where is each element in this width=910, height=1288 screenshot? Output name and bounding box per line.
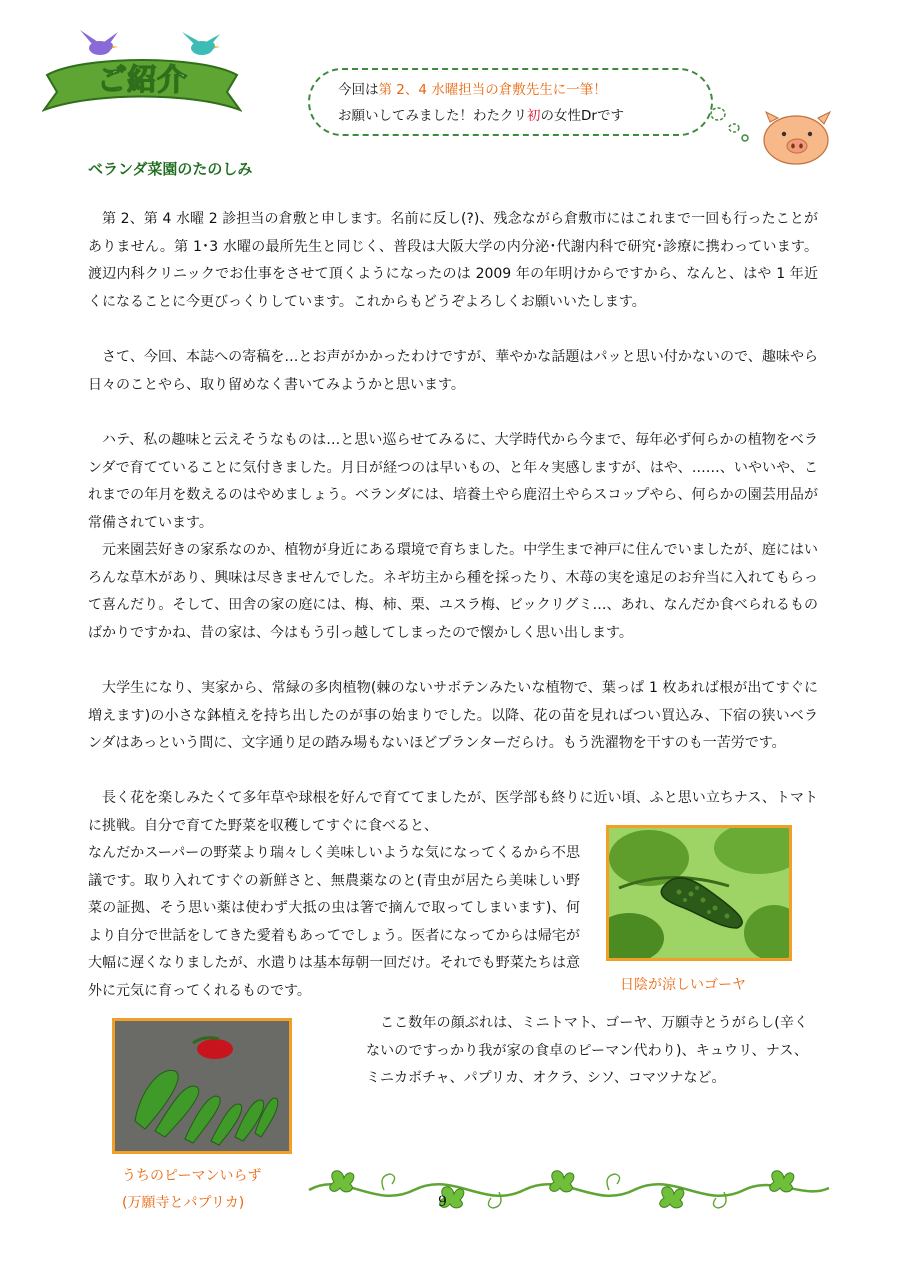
bubble-highlight: 第 2、4 水曜担当の倉敷先生に一筆！ [378, 82, 607, 98]
paragraph-intro: 第 2、第 4 水曜 2 診担当の倉敷と申します。名前に反し(?)、残念ながら倉敷市にはこれまで一回も行ったことがありません。第 1･3 水曜の最所先生と同じく、普段は大阪大学の内分泌･代謝内科で研究･診療に携わっています。渡辺内科クリニックでお仕事をさせて頂くようになったのは 2009 年の年明けからですから、なんと、はや 1 年近くになることに今更びっくりしています。これからもどうぞよろしくお願いいたします。 [88, 211, 818, 310]
pig-face-icon [752, 106, 842, 168]
banner-ribbon [42, 20, 242, 120]
speech-bubble [308, 68, 713, 136]
paragraph-intro-2: さて、今回、本誌への寄稿を…とお声がかかったわけですが、華やかな話題はパッと思い付かないので、趣味やら日々のことやら、取り留めなく書いてみようかと思います。 [88, 349, 818, 393]
pepper-photo [112, 1018, 292, 1154]
bird-left-icon [80, 30, 118, 55]
paragraph-family: 元来園芸好きの家系なのか、植物が身近にある環境で育ちました。中学生まで神戸に住んでいましたが、庭にはいろんな草木があり、興味は尽きませんでした。ネギ坊主から種を採ったり、木苺の実を遠足のお弁当に入れてもらって喜んだり。そして、田舎の家の庭には、梅、柿、栗、ユスラ梅、ビックリグミ…、あれ、なんだか食べられるものばかりですかね、昔の家は、今はもう引っ越してしまったので懐かしく思い出します。 [88, 542, 818, 641]
pepper-image [115, 1021, 289, 1151]
paragraph-university: 大学生になり、実家から、常緑の多肉植物(棘のないサボテンみたいな植物で、葉っぱ 1 枚あれば根が出てすぐに増えます)の小さな鉢植えを持ち出したのが事の始まりでした。以降、花の苗を見ればつい買込み、下宿の狭いベランダはあっという間に、文字通り足の踏み場もないほどプランターだらけ。もう洗濯物を干すのも一苦労です。 [88, 680, 818, 751]
banner-title: ご紹介 [97, 63, 187, 98]
paragraph-vegetables-start: 長く花を楽しみたくて多年草や球根を好んで育ててましたが、医学部も終りに近い頃、ふと思い立ちナス、トマトに挑戦。自分で育てた野菜を収穫してすぐに食べると、 [88, 790, 818, 834]
bubble-line-1 [338, 77, 701, 103]
bird-right-icon [182, 32, 220, 55]
paragraph-vegetables: なんだかスーパーの野菜より瑞々しく美味しいような気になってくるから不思議です。取り入れてすぐの新鮮さと、無農薬なのと(青虫が居たら美味しい野菜の証拠、そう思い薬は使わず大抵の虫は箸で摘んで取ってしまいます)、何より自分で世話をしてきた愛着もあってでしょう。医者になってからは帰宅が大幅に遅くなりましたが、水遣りは基本毎朝一回だけ。それでも野菜たちは意外に元気に育ってくれるものです。 [88, 845, 580, 999]
section-title: ベランダ菜園のたのしみ [88, 160, 253, 178]
page-number: 9 [438, 1194, 447, 1210]
bubble-text: お願いしてみました！わたクリ [338, 108, 527, 124]
paragraph-hobby: ハテ、私の趣味と云えそうなものは…と思い巡らせてみるに、大学時代から今まで、毎年必ず何らかの植物をベランダで育てていることに気付きました。月日が経つのは早いもの、と年々実感しますが、はや、……、いやいや、これまでの年月を数えるのはやめましょう。ベランダには、培養土やら鹿沼土やらスコップやら、何らかの園芸用品が常備されています。 [88, 432, 818, 531]
pepper-caption-line-2: (万願寺とパプリカ) [122, 1195, 245, 1211]
bubble-text: の女性Drです [540, 108, 624, 124]
goya-caption: 日陰が涼しいゴーヤ [620, 977, 746, 993]
bubble-text: 今回は [338, 82, 379, 98]
paragraph-lineup: ここ数年の顔ぶれは、ミニトマト、ゴーヤ、万願寺とうがらし(辛くないのですっかり我が家の食卓のピーマン代わり)、キュウリ、ナス、ミニカボチャ、パプリカ、オクラ、シソ、コマツナなど。 [366, 1015, 808, 1086]
vine-decoration-icon [304, 1160, 834, 1220]
pepper-caption-line-1: うちのピーマンいらず [122, 1168, 262, 1184]
goya-image [609, 828, 789, 958]
bubble-line-2 [338, 103, 701, 129]
goya-photo [606, 825, 792, 961]
bubble-tail [708, 104, 752, 144]
bubble-highlight: 初 [527, 108, 541, 124]
